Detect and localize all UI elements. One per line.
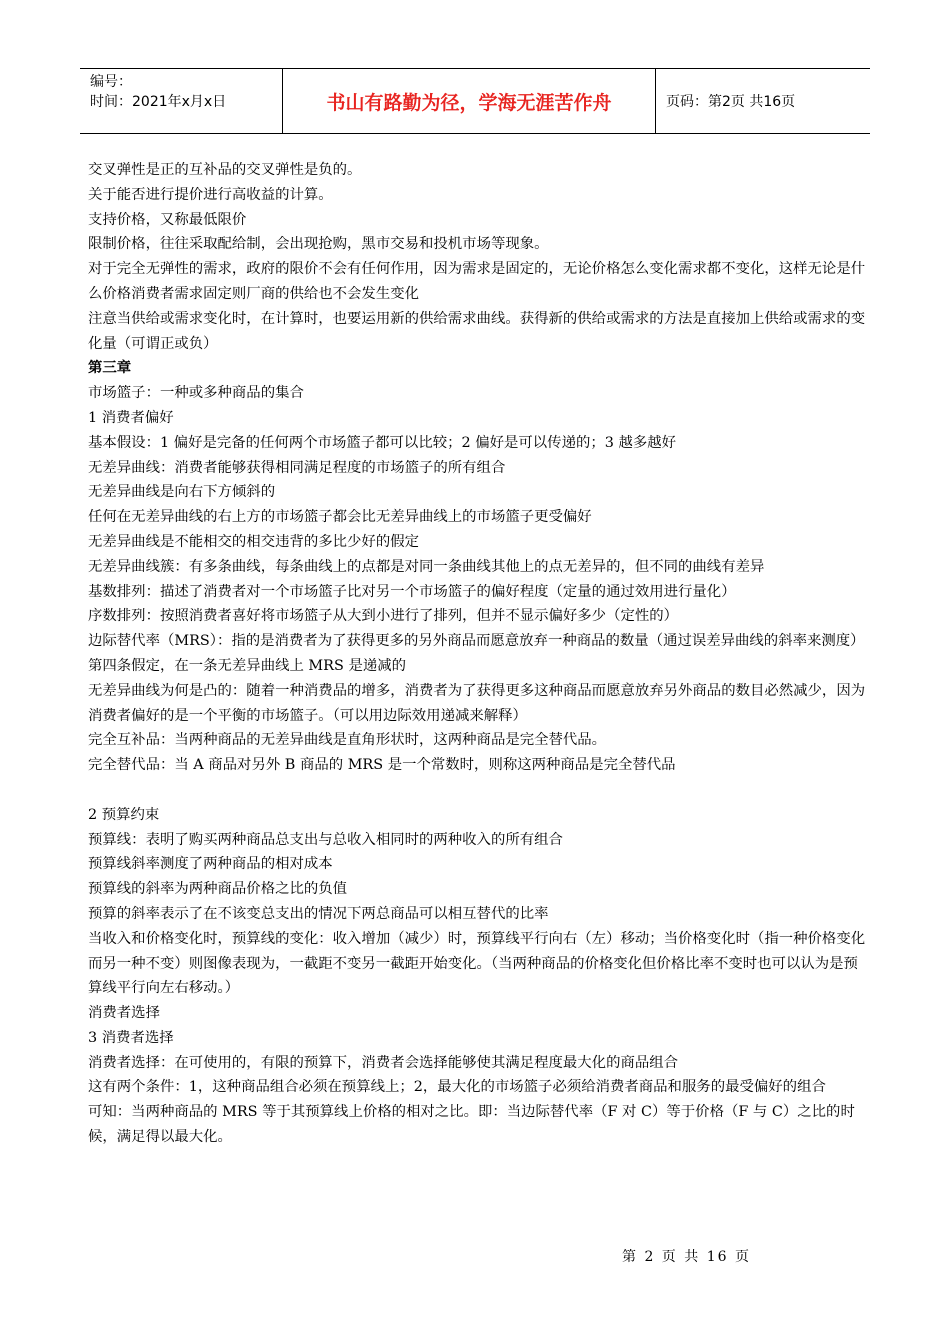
paragraph: 第四条假定，在一条无差异曲线上 MRS 是递减的 [88,657,407,674]
paragraph: 当收入和价格变化时，预算线的变化：收入增加（减少）时，预算线平行向右（左）移动；当价格变化时（指一种价格变化而另一种不变）则图像表现为，一截距不变另一截距开始变化。（当两种商品的价格变化但价格比率不变时也可以认为是预算线平行向左右移动。） [88,930,866,997]
paragraph: 交叉弹性是正的互补品的交叉弹性是负的。 [88,162,362,178]
paragraph: 限制价格，往往采取配给制，会出现抢购，黑市交易和投机市场等现象。 [88,236,549,253]
paragraph: 无差异曲线：消费者能够获得相同满足程度的市场篮子的所有组合 [88,459,506,476]
doc-date-label: 时间：2021年x月x日 [90,94,227,110]
paragraph: 预算的斜率表示了在不该变总支出的情况下两总商品可以相互替代的比率 [88,905,549,922]
paragraph: 边际替代率（MRS）：指的是消费者为了获得更多的另外商品而愿意放弃一种商品的数量（通过误差异曲线的斜率来测度） [88,633,865,650]
blank-line [88,778,868,803]
paragraph: 无差异曲线簇：有多条曲线，每条曲线上的点都是对同一条曲线其他上的点无差异的，但不同的曲线有差异 [88,558,765,575]
page-header [80,68,870,134]
paragraph: 预算线：表明了购买两种商品总支出与总收入相同时的两种收入的所有组合 [88,831,563,848]
paragraph: 任何在无差异曲线的右上方的市场篮子都会比无差异曲线上的市场篮子更受偏好 [88,509,592,526]
paragraph: 序数排列：按照消费者喜好将市场篮子从大到小进行了排列，但并不显示偏好多少（定性的） [88,608,679,625]
paragraph: 关于能否进行提价进行高收益的计算。 [88,186,333,203]
paragraph: 注意当供给或需求变化时，在计算时，也要运用新的供给需求曲线。获得新的供给或需求的方法是直接加上供给或需求的变化量（可谓正或负） [88,310,866,352]
chapter-heading: 第三章 [88,359,132,377]
document-body [88,158,868,1150]
paragraph: 预算线斜率测度了两种商品的相对成本 [88,856,333,873]
paragraph: 基数排列：描述了消费者对一个市场篮子比对另一个市场篮子的偏好程度（定量的通过效用进行量化） [88,583,736,600]
header-motto: 书山有路勤为径，学海无涯苦作舟 [282,69,656,133]
paragraph: 市场篮子：一种或多种商品的集合 [88,385,304,402]
paragraph: 无差异曲线为何是凸的：随着一种消费品的增多，消费者为了获得更多这种商品而愿意放弃另外商品的数目必然减少，因为消费者偏好的是一个平衡的市场篮子。（可以用边际效用递减来解释） [88,682,866,724]
paragraph: 基本假设：1 偏好是完备的任何两个市场篮子都可以比较；2 偏好是可以传递的；3 越多越好 [88,434,677,451]
paragraph: 无差异曲线是向右下方倾斜的 [88,484,276,501]
section-heading: 2 预算约束 [88,806,160,823]
paragraph: 完全替代品：当 A 商品对另外 B 商品的 MRS 是一个常数时，则称这两种商品是完全替代品 [88,757,676,774]
paragraph: 可知：当两种商品的 MRS 等于其预算线上价格的相对之比。即：当边际替代率（F 对 C）等于价格（F 与 C）之比的时候，满足得以最大化。 [88,1104,855,1146]
paragraph: 支持价格，又称最低限价 [88,211,247,228]
header-meta [80,69,282,133]
page-footer: 第 2 页 共 16 页 [622,1249,751,1265]
section-heading: 3 消费者选择 [88,1029,174,1046]
paragraph: 消费者选择：在可使用的，有限的预算下，消费者会选择能够使其满足程度最大化的商品组合 [88,1054,679,1071]
paragraph: 消费者选择 [88,1005,160,1022]
paragraph: 无差异曲线是不能相交的相交违背的多比少好的假定 [88,533,419,550]
section-heading: 1 消费者偏好 [88,409,174,426]
doc-number-label: 编号： [90,74,132,90]
paragraph: 这有两个条件：1，这种商品组合必须在预算线上；2，最大化的市场篮子必须给消费者商品和服务的最受偏好的组合 [88,1079,826,1096]
paragraph: 预算线的斜率为两种商品价格之比的负值 [88,881,348,898]
paragraph: 完全互补品：当两种商品的无差异曲线是直角形状时，这两种商品是完全替代品。 [88,732,607,749]
header-page-number: 页码：第2页 共16页 [666,94,796,110]
paragraph: 对于完全无弹性的需求，政府的限价不会有任何作用，因为需求是固定的，无论价格怎么变化需求都不变化，这样无论是什么价格消费者需求固定则厂商的供给也不会发生变化 [88,261,866,302]
